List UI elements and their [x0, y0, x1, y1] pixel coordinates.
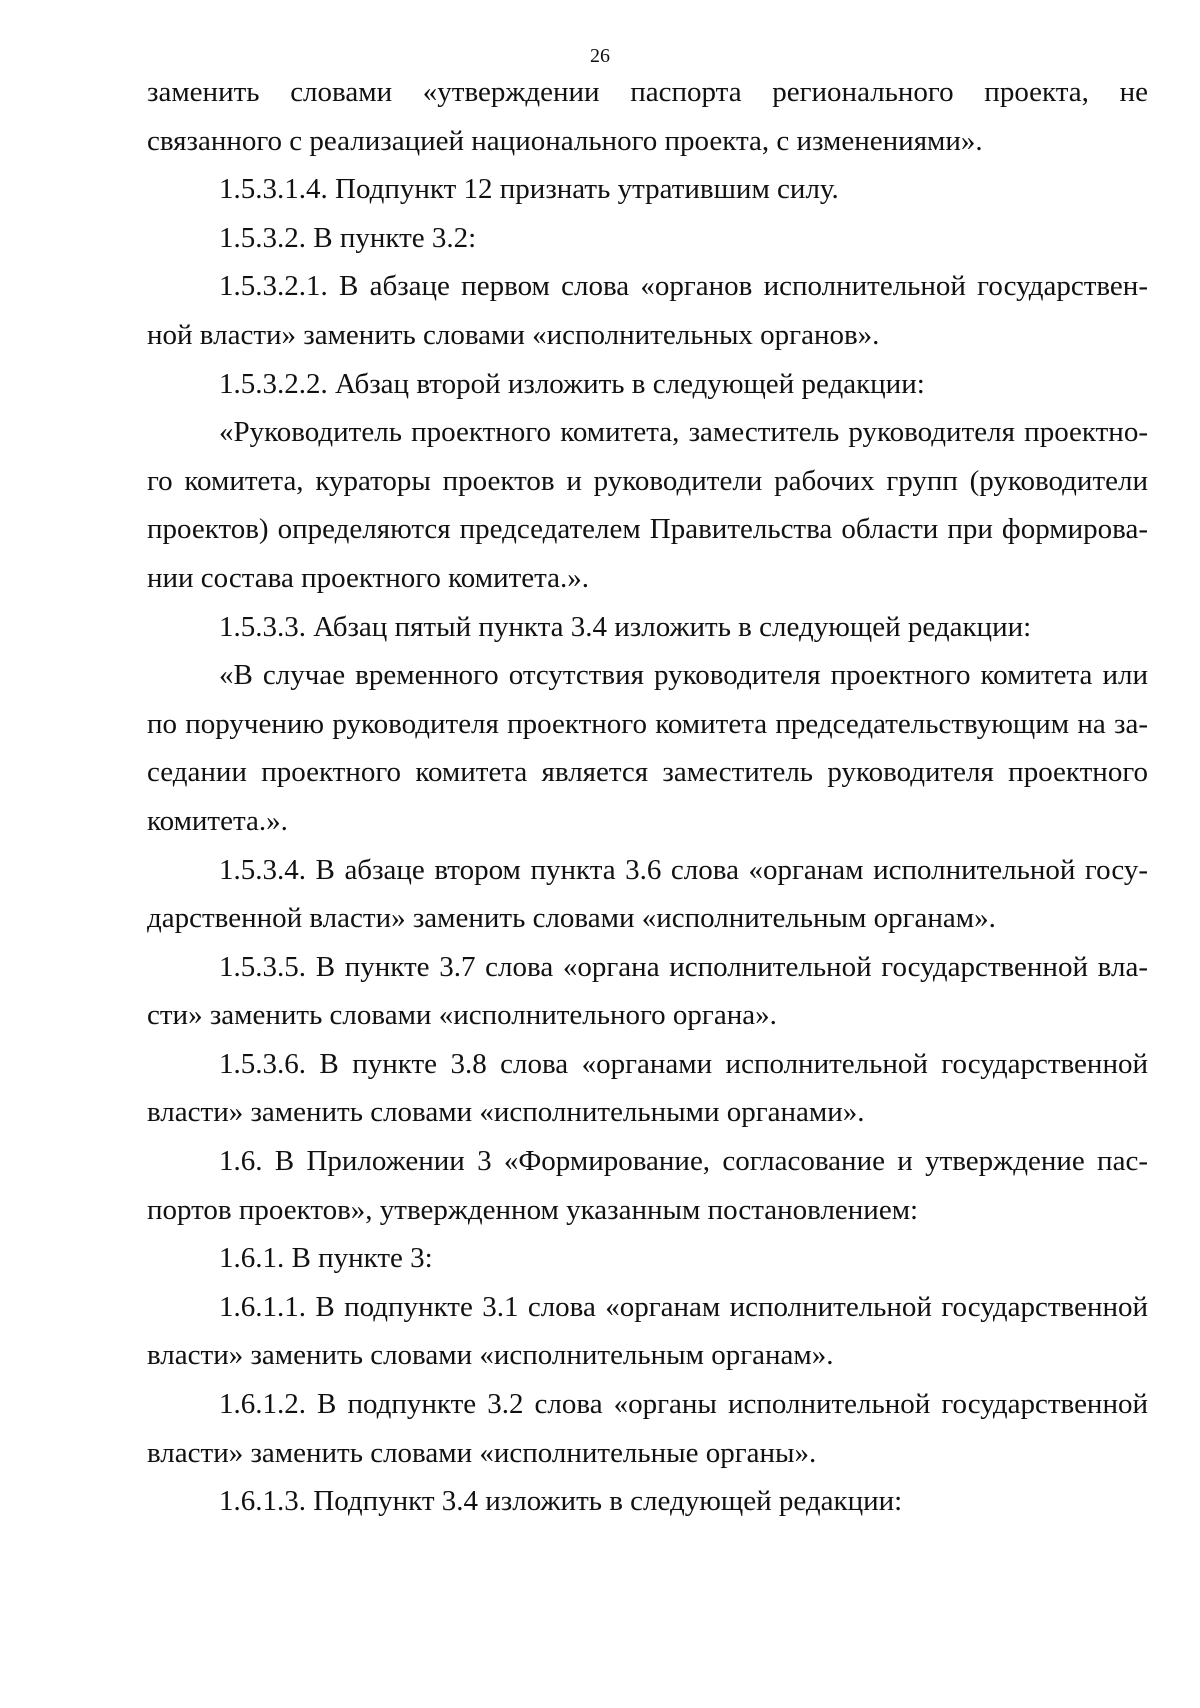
paragraph-1-5-3-2-1: 1.5.3.2.1. В абзаце первом слова «органов исполнительной государственной власти» заменить словами «исполнительных органов».	[147, 270, 1148, 351]
paragraph-1-5-3-1-4: 1.5.3.1.4. Подпункт 12 признать утратившим силу.	[219, 173, 839, 206]
paragraph-1-6-1-3: 1.6.1.3. Подпункт 3.4 изложить в следующей редакции:	[219, 1485, 903, 1518]
paragraph-continuation: заменить словами «утверждении паспорта регионального проекта, не связанного с реализацией национального проекта, с изменениями».	[147, 76, 1148, 157]
quoted-paragraph-absence: «В случае временного отсутствия руководителя проектного комитета или по поручению руководителя проектного комитета председательствующим на заседании проектного комитета является заместитель руководителя проектного комитета.».	[147, 659, 1148, 837]
paragraph-1-6: 1.6. В Приложении 3 «Формирование, согласование и утверждение паспортов проектов», утвержденном указанным постановлением:	[147, 1145, 1148, 1226]
paragraph-1-5-3-2: 1.5.3.2. В пункте 3.2:	[219, 221, 477, 254]
paragraph-1-5-3-4: 1.5.3.4. В абзаце втором пункта 3.6 слова «органам исполнительной государственной власти» заменить словами «исполнительным органам».	[147, 853, 1148, 935]
paragraph-1-5-3-2-2: 1.5.3.2.2. Абзац второй изложить в следующей редакции:	[219, 367, 925, 400]
paragraph-1-5-3-3: 1.5.3.3. Абзац пятый пункта 3.4 изложить в следующей редакции:	[219, 610, 1032, 643]
paragraph-1-6-1-1: 1.6.1.1. В подпункте 3.1 слова «органам исполнительной государственной власти» заменить словами «исполнительным органам».	[147, 1290, 1148, 1372]
quoted-paragraph-committee: «Руководитель проектного комитета, заместитель руководителя проектного комитета, кураторы проектов и руководители рабочих групп (руководители проектов) определяются председателем Правительства области при формировании состава проектного комитета.».	[147, 416, 1148, 594]
paragraph-1-5-3-6: 1.5.3.6. В пункте 3.8 слова «органами исполнительной государственной власти» заменить словами «исполнительными органами».	[147, 1047, 1148, 1129]
paragraph-1-6-1-2: 1.6.1.2. В подпункте 3.2 слова «органы исполнительной государственной власти» заменить словами «исполнительные органы».	[147, 1388, 1148, 1469]
page-number: 26	[590, 45, 610, 67]
document-body	[147, 68, 1148, 1526]
paragraph-1-6-1: 1.6.1. В пункте 3:	[219, 1242, 433, 1275]
paragraph-1-5-3-5: 1.5.3.5. В пункте 3.7 слова «органа исполнительной государственной власти» заменить словами «исполнительного органа».	[147, 950, 1148, 1032]
